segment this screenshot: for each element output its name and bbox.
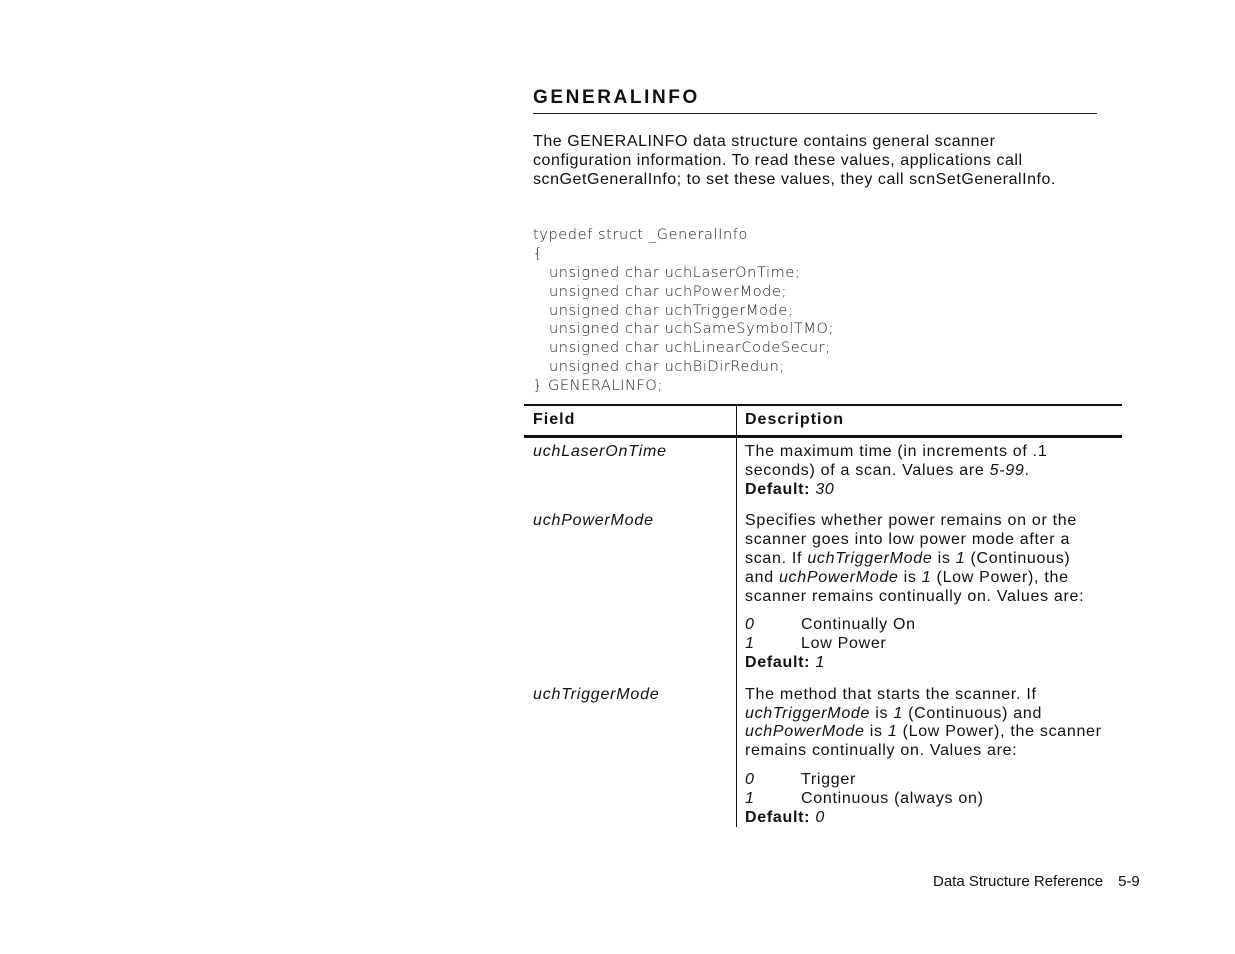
code-block <box>533 226 834 396</box>
values-list <box>745 616 1102 654</box>
code-line-member: unsigned char uchTriggerMode; <box>549 302 794 319</box>
page-footer <box>933 873 1140 890</box>
table-header-row <box>524 406 1122 435</box>
field-name: uchPowerMode <box>533 512 654 530</box>
code-line-open-brace: { <box>533 245 543 262</box>
value-item: 1 Low Power <box>745 635 887 653</box>
code-line-member: unsigned char uchBiDirRedun; <box>549 359 785 376</box>
default-line: Default: 0 <box>745 808 825 826</box>
description-text: The method that starts the scanner. If uchTriggerMode is 1 (Continuous) and uchPowerMode is 1 (Low Power), the scanner remains continually on. Values are: <box>745 685 1102 760</box>
code-line-member: unsigned char uchSameSymbolTMO; <box>549 321 834 338</box>
table-row <box>524 438 1122 508</box>
field-table <box>524 404 1122 827</box>
values-list <box>745 771 1102 809</box>
field-name: uchLaserOnTime <box>533 443 667 460</box>
field-description <box>736 682 1122 828</box>
description-text: The maximum time (in increments of .1 seconds) of a scan. Values are 5-99. <box>745 443 1048 479</box>
code-line-close: } GENERALINFO; <box>533 378 663 395</box>
description-text: Specifies whether power remains on or the scanner goes into low power mode after a scan. If uchTriggerMode is 1 (Continuous) and uchPowerMode is 1 (Low Power), the scanner remains continually on. Values are: <box>745 512 1085 605</box>
footer-section: Data Structure Reference <box>933 873 1104 890</box>
value-item: 0 Trigger <box>745 770 856 788</box>
header-field: Field <box>533 411 576 428</box>
field-name: uchTriggerMode <box>533 685 660 703</box>
value-item: 1 Continuous (always on) <box>745 789 984 807</box>
page-number: 5-9 <box>1118 873 1140 890</box>
code-line-typedef: typedef struct _GeneralInfo <box>533 227 748 243</box>
intro-paragraph: The GENERALINFO data structure contains general scanner configuration information. To read these values, applications call scnGetGeneralInfo; to set these values, they call scnSetGeneralInfo. <box>533 133 1057 188</box>
field-description <box>736 438 1122 508</box>
code-line-member: unsigned char uchLinearCodeSecur; <box>549 340 831 357</box>
title-divider <box>533 113 1097 114</box>
header-description: Description <box>736 406 1122 435</box>
table-body <box>524 438 1122 827</box>
default-line: Default: 1 <box>745 653 825 671</box>
table-row <box>524 682 1122 828</box>
default-line: Default: 30 <box>745 480 835 498</box>
field-description <box>736 508 1122 681</box>
code-line-member: unsigned char uchLaserOnTime; <box>549 264 801 281</box>
code-line-member: unsigned char uchPowerMode; <box>549 283 787 300</box>
page-title: GENERALINFO <box>533 87 700 108</box>
table-row <box>524 508 1122 681</box>
value-item: 0 Continually On <box>745 616 916 634</box>
